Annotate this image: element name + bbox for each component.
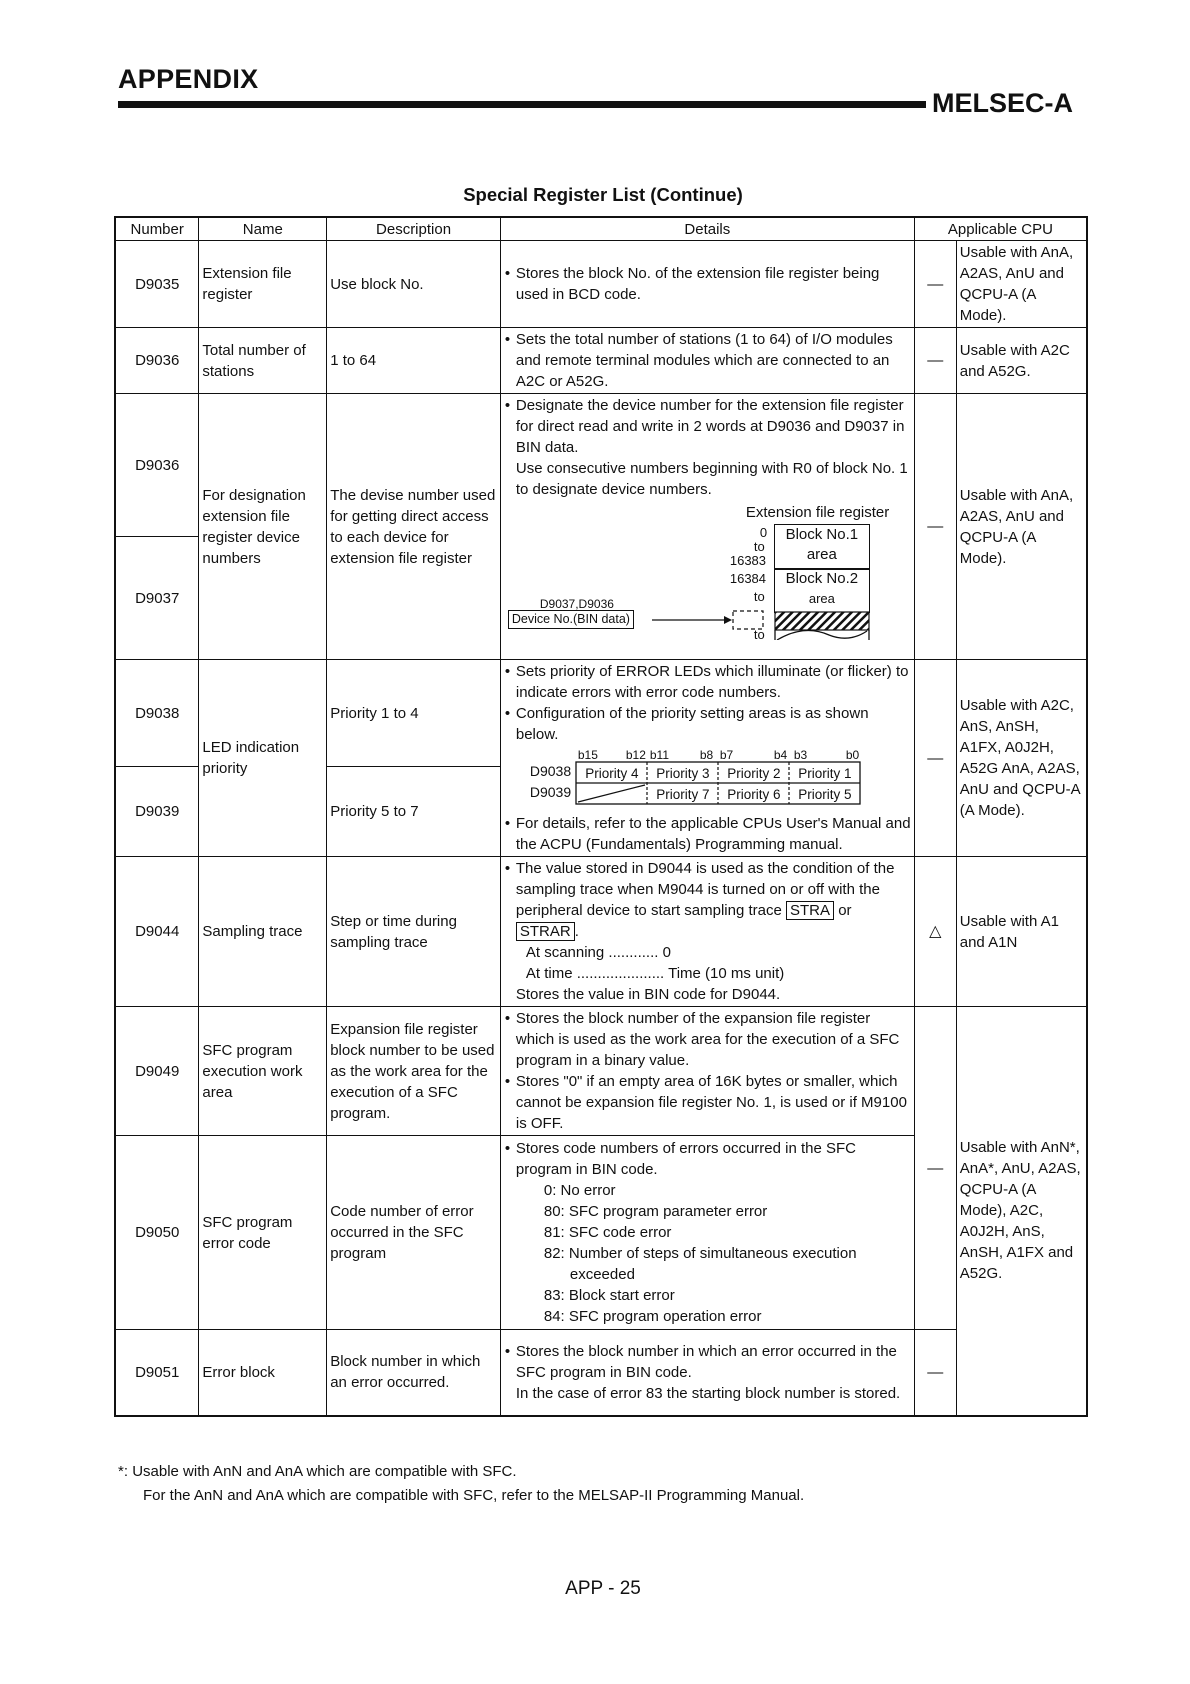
block-label: Block No.2 [785,570,859,587]
hatched-area [775,612,869,630]
applicable-cpu: Usable with A1 and A1N [956,857,1087,1007]
table-row [115,394,1087,537]
detail-text: Stores the block number of the expansion file register which is used as the work area for the execution of a SFC program in a binary value. [515,1010,900,1069]
break-curve [777,631,867,640]
register-number: D9037 [115,537,199,660]
bullet: • [504,815,511,832]
applicable-cpu: Usable with A2C and A52G. [956,328,1087,394]
priority-cell: Priority 6 [727,787,781,802]
register-number: D9035 [115,241,199,328]
register-number: D9036 [115,394,199,537]
product-name: MELSEC-A [932,88,1073,118]
error-code: 0: No error [543,1182,616,1199]
detail-text: Use consecutive numbers beginning with R0 of block No. 1 to designate device numbers. [515,460,908,498]
special-register-table [114,216,1088,1417]
detail-text: At scanning ............ 0 [525,944,671,961]
register-label: D9038 [529,763,572,779]
error-code: 84: SFC program operation error [543,1308,762,1325]
register-label: D9039 [529,784,572,800]
bit-label: b7 [719,748,734,762]
section-title: APPENDIX [118,64,259,94]
bit-label: b15 [577,748,598,762]
dash-mark: — [914,1330,956,1416]
register-description: Block number in which an error occurred. [327,1330,501,1416]
block-label: Block No.1 [785,526,859,543]
diagram-label: to [753,627,765,642]
footnote-text: For the AnN and AnA which are compatible with SFC, refer to the MELSAP-II Programming Manual. [143,1487,805,1504]
col-number: Number [115,217,199,241]
register-description: Step or time during sampling trace [327,857,501,1007]
table-row [115,328,1087,394]
register-number: D9044 [115,857,199,1007]
register-details [500,660,914,857]
stra-key: STRA [786,901,834,920]
detail-text: Stores the block number in which an error occurred in the SFC program in BIN code. [515,1342,897,1381]
footnote-mark: *: [118,1463,129,1480]
block-label: area [806,546,837,563]
error-code: exceeded [569,1266,635,1283]
detail-text: At time ..................... Time (10 ms unit) [525,965,785,982]
diagram-label: 0 [759,525,768,540]
table-row [115,660,1087,767]
detail-text: Stores "0" if an empty area of 16K bytes or smaller, which cannot be expansion file register No. 1, is used or if M9100 is OFF. [515,1073,907,1132]
detail-text: Stores the value in BIN code for D9044. [515,986,781,1003]
detail-text: . [574,923,579,940]
table-row [115,1330,1087,1416]
col-applicable-cpu: Applicable CPU [914,217,1087,241]
diagram-label: 16383 [729,553,767,568]
error-code: 80: SFC program parameter error [543,1203,768,1220]
diagram-label: to [753,589,765,604]
diagram-label: to [753,539,765,554]
bullet: • [504,860,511,877]
register-details [500,857,914,1007]
col-description: Description [327,217,501,241]
bit-label: b8 [699,748,714,762]
error-code: 81: SFC code error [543,1224,672,1241]
register-description: Priority 5 to 7 [327,767,501,857]
register-name: SFC program execution work area [199,1007,327,1136]
register-name: Total number of stations [199,328,327,394]
footnote [118,1463,517,1480]
register-name: Error block [199,1330,327,1416]
bit-label: b4 [773,748,788,762]
detail-text: Stores the block No. of the extension file register being used in BCD code. [515,265,880,303]
register-description: 1 to 64 [327,328,501,394]
register-description: Expansion file register block number to be used as the work area for the execution of a SFC program. [327,1007,501,1136]
table-row [115,241,1087,328]
register-description: Use block No. [327,241,501,328]
priority-cell: Priority 5 [798,787,852,802]
bullet: • [504,1010,511,1027]
detail-text: Sets priority of ERROR LEDs which illuminate (or flicker) to indicate errors with error code numbers. [515,663,909,701]
priority-cell: Priority 7 [656,787,710,802]
detail-text: Configuration of the priority setting areas is as shown below. [515,705,869,743]
register-number: D9039 [115,767,199,857]
bullet: • [504,1073,511,1090]
register-description: Code number of error occurred in the SFC program [327,1136,501,1330]
dash-mark: — [914,328,956,394]
register-number: D9038 [115,660,199,767]
pointer-dashed-box [733,611,763,629]
table-row [115,857,1087,1007]
bit-label: b0 [845,748,860,762]
priority-cell: Priority 3 [656,766,710,781]
dash-mark: — [914,1007,956,1330]
register-number: D9036 [115,328,199,394]
register-details [500,328,914,394]
bullet: • [504,1342,511,1360]
bullet: • [504,331,511,348]
diagram-label: D9037,D9036 [539,597,614,611]
detail-text: or [838,902,852,919]
footnote-text: Usable with AnN and AnA which are compatible with SFC. [132,1463,517,1480]
register-details [500,1007,914,1136]
diagram-label: 16384 [729,571,767,586]
table-title: Special Register List (Continue) [463,184,743,205]
priority-cell: Priority 4 [585,766,639,781]
dash-mark: — [914,394,956,660]
register-details [500,1136,914,1330]
dash-mark: — [914,660,956,857]
bullet: • [504,265,511,282]
bit-label: b12 [625,748,646,762]
applicable-cpu: Usable with AnA, A2AS, AnU and QCPU-A (A Mode). [956,241,1087,328]
detail-text: For details, refer to the applicable CPUs User's Manual and the ACPU (Fundamentals) Programming manual. [515,815,911,853]
register-number: D9050 [115,1136,199,1330]
priority-diagram [504,745,911,805]
detail-text: In the case of error 83 the starting block number is stored. [515,1384,901,1402]
page-number: APP - 25 [565,1578,641,1599]
register-number: D9051 [115,1330,199,1416]
register-name: SFC program error code [199,1136,327,1330]
register-description: Priority 1 to 4 [327,660,501,767]
applicable-cpu: Usable with AnN*, AnA*, AnU, A2AS, QCPU-A (A Mode), A2C, A0J2H, AnS, AnSH, A1FX and A52G. [956,1007,1087,1416]
bit-label: b11 [649,748,669,762]
col-name: Name [199,217,327,241]
bullet: • [504,663,511,680]
detail-text: Stores code numbers of errors occurred in the SFC program in BIN code. [515,1140,857,1178]
register-details [500,394,914,660]
table-header-row [115,217,1087,241]
bullet: • [504,1140,511,1157]
register-name: LED indication priority [199,660,327,857]
col-details: Details [500,217,914,241]
device-number-box: Device No.(BIN data) [508,610,634,629]
dash-mark: — [914,241,956,328]
header-rule [118,101,926,108]
detail-text: Designate the device number for the extension file register for direct read and write in 2 words at D9036 and D9037 in BIN data. [515,397,905,456]
table-row [115,1007,1087,1136]
applicable-cpu: Usable with AnA, A2AS, AnU and QCPU-A (A Mode). [956,394,1087,660]
error-code: 82: Number of steps of simultaneous execution [543,1245,857,1262]
applicable-cpu: Usable with A2C, AnS, AnSH, A1FX, A0J2H, A52G AnA, A2AS, AnU and QCPU-A (A Mode). [956,660,1087,857]
priority-cell: Priority 1 [798,766,852,781]
priority-cell: Priority 2 [727,766,781,781]
bullet: • [504,397,511,414]
triangle-mark: △ [914,857,956,1007]
register-name: Sampling trace [199,857,327,1007]
detail-text: The value stored in D9044 is used as the condition of the sampling trace when M9044 is turned on or off with the peripheral device to start sampling trace [515,860,895,919]
pointer-arrow [724,616,732,624]
block-edges [775,630,869,640]
extension-register-diagram [504,500,911,640]
detail-text: Sets the total number of stations (1 to 64) of I/O modules and remote terminal modules which are connected to an A2C or A52G. [515,331,893,390]
register-number: D9049 [115,1007,199,1136]
bit-label: b3 [793,748,808,762]
register-details [500,1330,914,1416]
diagram-title: Extension file register [745,504,890,521]
register-details [500,241,914,328]
register-name: For designation extension file register device numbers [199,394,327,660]
strar-key: STRAR [516,922,575,941]
register-name: Extension file register [199,241,327,328]
error-code: 83: Block start error [543,1287,675,1304]
block-label: area [808,591,835,606]
bullet: • [504,705,511,722]
register-description: The devise number used for getting direct access to each device for extension file register [327,394,501,660]
